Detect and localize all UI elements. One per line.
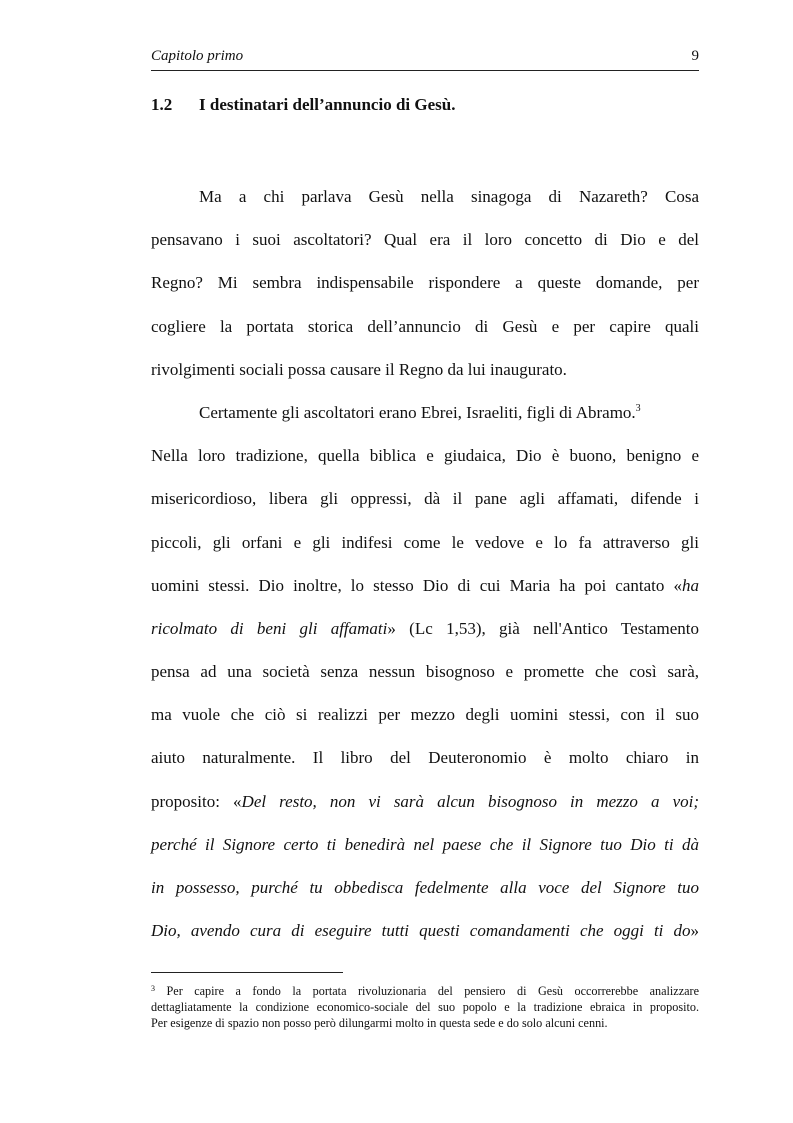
quote-italic: Del resto, non vi sarà alcun bisognoso in mezzo a voi; <box>241 791 699 811</box>
footnote-divider <box>151 972 343 973</box>
text-line <box>151 564 699 607</box>
footnote-line <box>151 983 699 999</box>
footnote-number: 3 <box>151 984 155 993</box>
text-line: pensa ad una società senza nessun bisognoso e promette che così sarà, <box>151 662 699 682</box>
text-line <box>151 780 699 823</box>
section-heading <box>151 95 455 115</box>
text-line: cogliere la portata storica dell’annuncio di Gesù e per capire quali <box>151 316 699 336</box>
section-number: 1.2 <box>151 95 173 114</box>
text-segment: » (Lc 1,53), già nell'Antico Testamento <box>387 618 700 638</box>
text-line: Nella loro tradizione, quella biblica e giudaica, Dio è buono, benigno e <box>151 446 699 466</box>
footnote-line: dettagliatamente la condizione economico-sociale del suo popolo e la tradizione ebraica in proposito. <box>151 1000 699 1014</box>
text-line <box>151 607 699 650</box>
text-line: aiuto naturalmente. Il libro del Deuteronomio è molto chiaro in <box>151 748 699 768</box>
text-line <box>151 823 699 866</box>
text-segment: » <box>690 921 699 941</box>
text-segment: proposito: « <box>151 791 242 811</box>
body-text <box>151 175 699 952</box>
text-line <box>151 391 699 434</box>
quote-italic: perché il Signore certo ti benedirà nel paese che il Signore tuo Dio ti dà <box>151 834 699 854</box>
text-line <box>151 866 699 909</box>
page-header <box>151 48 699 71</box>
text-segment: Certamente gli ascoltatori erano Ebrei, Israeliti, figli di Abramo. <box>199 402 636 422</box>
quote-italic: Dio, avendo cura di eseguire tutti questi comandamenti che oggi ti do <box>151 921 691 941</box>
text-line: Regno? Mi sembra indispensabile rispondere a queste domande, per <box>151 273 699 293</box>
quote-italic: ricolmato di beni gli affamati <box>151 618 388 638</box>
text-line: Ma a chi parlava Gesù nella sinagoga di Nazareth? Cosa <box>199 187 699 206</box>
text-line: pensavano i suoi ascoltatori? Qual era il loro concetto di Dio e del <box>151 230 699 250</box>
paragraph-2 <box>151 391 699 952</box>
section-title: I destinatari dell’annuncio di Gesù. <box>199 95 456 114</box>
footnote-reference[interactable]: 3 <box>635 402 641 414</box>
running-head-chapter: Capitolo primo <box>151 48 244 64</box>
text-line: ma vuole che ciò si realizzi per mezzo degli uomini stessi, con il suo <box>151 705 699 725</box>
quote-italic: in possesso, purché tu obbedisca fedelmente alla voce del Signore tuo <box>151 878 699 897</box>
text-line: rivolgimenti sociali possa causare il Regno da lui inaugurato. <box>151 359 567 379</box>
footnote-line: Per esigenze di spazio non posso però dilungarmi molto in questa sede e do solo alcuni cenni. <box>151 1016 608 1030</box>
text-line: piccoli, gli orfani e gli indifesi come le vedove e lo fa attraverso gli <box>151 532 699 552</box>
text-segment: uomini stessi. Dio inoltre, lo stesso Dio di cui Maria ha poi cantato « <box>151 575 682 595</box>
footnote-text: Per capire a fondo la portata rivoluzionaria del pensiero di Gesù occorrerebbe analizzare <box>166 984 699 998</box>
quote-italic: ha <box>682 575 699 595</box>
paragraph-1 <box>151 175 699 391</box>
text-line: misericordioso, libera gli oppressi, dà il pane agli affamati, difende i <box>151 489 699 509</box>
footnote <box>151 983 699 1031</box>
page-number: 9 <box>691 48 699 64</box>
text-line <box>151 909 699 952</box>
